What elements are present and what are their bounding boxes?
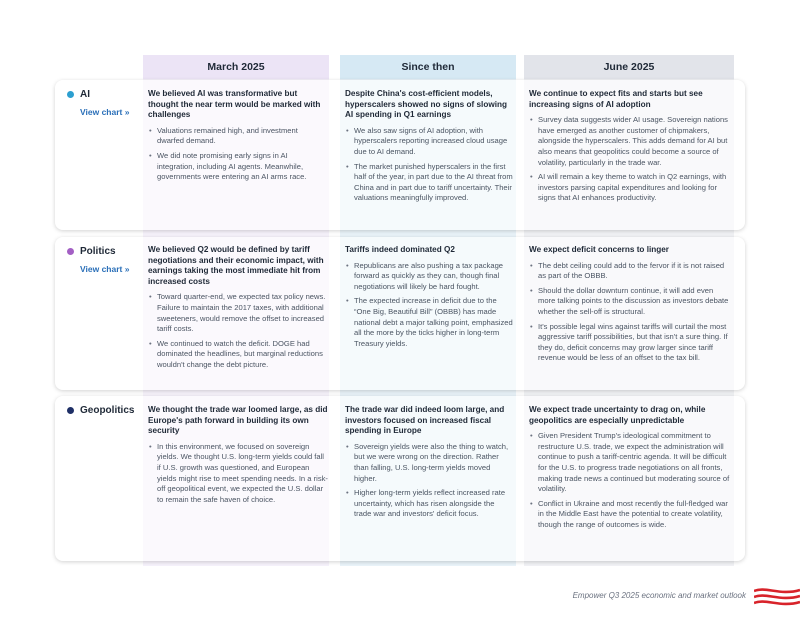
list-item: • We continued to watch the deficit. DOGE had dominated the headlines, but marginal reductions wouldn't change the debt picture. [148, 339, 328, 371]
cell-heading: Despite China's cost-efficient models, hyperscalers showed no signs of slowing AI spending in Q1 earnings [345, 89, 507, 120]
list-item: • AI will remain a key theme to watch in Q2 earnings, with investors parsing capital expenditures and looking for signs that AI enhances productivity. [529, 172, 731, 204]
cell-heading: Tariffs indeed dominated Q2 [345, 245, 455, 254]
row-label-ai [67, 89, 90, 100]
list-item: • In this environment, we focused on sovereign yields. We thought U.S. long-term yields could fall if U.S. growth was questioned, and European yields might rise to meet spending needs. In a risk-off geopolitical event, we expected the U.S. dollar to remain the safe haven of choice. [148, 442, 328, 506]
cell-heading: We believed AI was transformative but thought the near term would be marked with challenges [148, 89, 321, 120]
column-header-since-then: Since then [340, 55, 516, 79]
cell-ai-since-then [345, 89, 513, 208]
list-item: • Given President Trump's ideological commitment to restructure U.S. trade, we expect the administration will continue to push a tariff-centric agenda. It will be difficult for the U.S. to progress trade negotiations on all fronts, making trade news a continued but moderating source of volatility. [529, 431, 731, 495]
cell-politics-march [148, 245, 328, 375]
footer-text: Empower Q3 2025 economic and market outlook [572, 591, 746, 600]
list-item: • The debt ceiling could add to the fervor if it is not raised as part of the OBBB. [529, 261, 731, 282]
list-item: • We also saw signs of AI adoption, with hyperscalers reporting increased cloud usage due to AI demand. [345, 126, 513, 158]
cell-ai-march [148, 89, 324, 187]
cell-heading: The trade war did indeed loom large, and investors focused on increased fiscal spending in Europe [345, 405, 505, 436]
list-item: • Valuations remained high, and investment dwarfed demand. [148, 126, 324, 147]
view-chart-link-ai[interactable]: View chart » [80, 107, 130, 117]
column-header-march-2025: March 2025 [143, 55, 329, 79]
empower-stripes-logo-icon [754, 586, 800, 608]
cell-ai-june [529, 89, 731, 208]
list-item: • Sovereign yields were also the thing to watch, but we were wrong on the direction. Rather than falling, U.S. long-term yields moved higher. [345, 442, 513, 484]
list-item: • Republicans are also pushing a tax package forward as quickly as they can, though final negotiations will likely be hard fought. [345, 261, 513, 293]
cell-heading: We continue to expect fits and starts but see increasing signs of AI adoption [529, 89, 703, 109]
ai-dot-icon [67, 91, 74, 98]
view-chart-link-politics[interactable]: View chart » [80, 264, 130, 274]
list-item: • It's possible legal wins against tariffs will curtail the most aggressive tariff possibilities, but that isn't a sure thing. If they do, deficit concerns may grow larger since tariff revenue would be less of an offset to the tax bill. [529, 322, 731, 364]
cell-heading: We believed Q2 would be defined by tariff negotiations and their economic impact, with earnings taking the most immediate hit from increased costs [148, 245, 324, 286]
cell-heading: We expect deficit concerns to linger [529, 245, 669, 254]
cell-politics-june [529, 245, 731, 368]
row-label-text: AI [80, 89, 90, 100]
cell-geopolitics-june [529, 405, 731, 535]
cell-geopolitics-march [148, 405, 328, 509]
list-item: • We did note promising early signs in AI integration, including AI agents. Meanwhile, governments were entering an AI arms race. [148, 151, 324, 183]
row-label-text: Politics [80, 246, 116, 257]
list-item: • Higher long-term yields reflect increased rate uncertainty, which has risen alongside the trade war and investors' deficit focus. [345, 488, 513, 520]
row-label-geopolitics [67, 405, 134, 416]
geopolitics-dot-icon [67, 407, 74, 414]
list-item: • Conflict in Ukraine and most recently the full-fledged war in the Middle East have the potential to create volatility, though the range of outcomes is wide. [529, 499, 731, 531]
row-label-politics [67, 246, 116, 257]
cell-heading: We expect trade uncertainty to drag on, while geopolitics are especially unpredictable [529, 405, 706, 425]
politics-dot-icon [67, 248, 74, 255]
row-label-text: Geopolitics [80, 405, 135, 416]
cell-heading: We thought the trade war loomed large, as did Europe's path forward in building its own security [148, 405, 328, 436]
list-item: • The expected increase in deficit due to the “One Big, Beautiful Bill” (OBBB) has made national debt a major talking point, emphasized all the more by the ticks higher in long-term Treasury yields. [345, 296, 513, 349]
cell-geopolitics-since-then [345, 405, 513, 524]
list-item: • Survey data suggests wider AI usage. Sovereign nations have emerged as another customer of chipmakers, alongside the hyperscalers. This adds demand for AI but also means that geopolitics could become a source of volatility, particularly in the trade war. [529, 115, 731, 168]
list-item: • Toward quarter-end, we expected tax policy news. Failure to maintain the 2017 taxes, with additional sweeteners, would remove the offset to increased tariff costs. [148, 292, 328, 334]
list-item: • The market punished hyperscalers in the first half of the year, in part due to the AI threat from China and in part due to tariff uncertainty. Their valuations meaningfully improved. [345, 162, 513, 204]
list-item: • Should the dollar downturn continue, it will add even more talking points to the discussion as investors debate whether the sell-off is structural. [529, 286, 731, 318]
column-header-june-2025: June 2025 [524, 55, 734, 79]
cell-politics-since-then [345, 245, 513, 353]
